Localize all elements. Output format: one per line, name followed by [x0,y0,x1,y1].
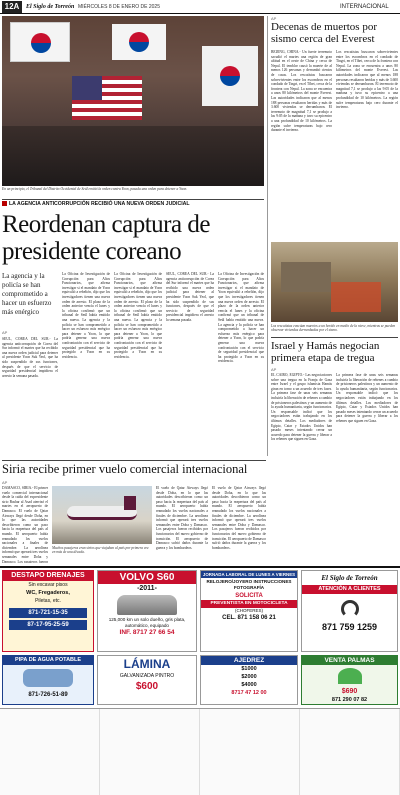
ads-rule [0,566,400,568]
syria-airplane-photo [52,486,152,544]
column-divider [267,16,268,456]
tibet-headline: Decenas de muertos por sismo cerca del Everest [271,21,377,45]
korea-body-cont: La Oficina de Investigación de Corrupción para Altos Funcionarios, que afirma investigar si el mandato de Yoon equivalió a rebelión, dijo que los investigadores tienen una nueva orden de arresto. El plazo de la orden anterior vencía el lunes y la oficina confirmó que un tribunal de Seúl había emitido una nueva. La agencia y la policía se han comprometido a hacer un esfuerzo más enérgico para detener a Yoon, lo que podría generar una nueva confrontación con el servicio de seguridad presidencial que ha protegido a Yoon en su residencia. [114,272,162,359]
korea-credit: AP [2,330,8,335]
ad-ajedrez-price2: $2000 [241,674,257,680]
ad-venta-title: VENTA PALMAS [302,656,397,665]
ad-lamina[interactable] [97,655,197,705]
korea-body-cont2: SEÚL, COREA DEL SUR.- La agencia anticorrupción de Corea del Sur informó el martes que ha recibido una nueva orden judicial para detener al presidente Yoon Suk Yeol, que ha sido suspendido de sus funciones, después de que el servicio de seguridad presidencial impidiera el arresto la semana pasada. [166,272,214,322]
ad-lamina-title: LÁMINA [123,657,171,671]
israel-col2 [336,373,398,563]
korea-dateline: SEÚL, COREA DEL SUR.- La agencia anticorrupción de Corea del Sur informó el martes que ha recibido una nueva orden judicial para detener al presidente Yoon Suk Yeol, que ha sido suspendido de sus funciones, después de que el servicio de seguridad presidencial impidiera el arresto la semana pasada. [2,337,58,378]
syria-body-cont2: El vuelo de Qatar Airways llegó desde Doha, en lo que las autoridades describieron como un paso hacia la reapertura del país al mundo. El aeropuerto había reanudado los vuelos nacionales a finales de diciembre. La aerolínea informó que operará tres vuelos semanales entre Doha y Damasco. Los pasajeros fueron recibidos por funcionarios del nuevo gobierno de transición. El aeropuerto de Damasco sufrió daños durante la guerra y los bombardeos. [212,486,266,550]
ad-volvo-year: -2011- [137,585,157,592]
korea-body-col3 [114,272,162,457]
tibet-body-cont: Los rescatistas buscaron sobrevivientes entre los escombros en el condado de Tingri, en el Tíbet, cerca de la frontera con Nepal. La zona se encuentra a unos 80 kilómetros del monte Everest. Las autoridades indicaron que al menos 188 personas resultaron heridas y más de 3.600 viviendas se derrumbaron. El terremoto de magnitud 7,1 se produjo a las 9:05 de la mañana y tuvo su epicentro a una profundidad de 10 kilómetros. La región sufre temperaturas bajo cero durante el invierno. [336,50,398,110]
issue-date: MIÉRCOLES 8 DE ENERO DE 2025 [78,4,160,10]
ad-lamina-sub: GALVANIZADA PINTRO [119,673,175,679]
korea-dateline-text [2,337,58,457]
korea-body: La Oficina de Investigación de Corrupción para Altos Funcionarios, que afirma investigar si el mandato de Yoon equivalió a rebelión, dijo que los investigadores tienen una nueva orden de arresto. El plazo de la orden anterior vencía el lunes y la oficina confirmó que un tribunal de Seúl había emitido una nueva. La agencia y la policía se han comprometido a hacer un esfuerzo más enérgico para detener a Yoon, lo que podría generar una nueva confrontación con el servicio de seguridad presidencial que ha protegido a Yoon en su residencia. [62,272,110,359]
palm-tree-image [338,668,362,684]
ad-volvo[interactable] [97,570,197,652]
ad-jornada-sub2: (CHOFERES) [235,608,263,613]
ad-ajedrez-phone: 8717 47 12 00 [231,690,267,696]
ad-siglo-tag: ATENCIÓN A CLIENTES [302,585,397,594]
collapsed-house [281,262,331,292]
ad-destapo-title: DESTAPO DRENAJES [3,571,93,581]
page-header [0,0,400,14]
ad-siglo[interactable] [301,570,398,652]
ad-destapo-line3: Piletas, etc. [35,598,61,604]
ad-jornada-tag: SOLICITA [235,593,263,599]
syria-col3 [156,486,208,563]
ad-destapo-line1: Sin excavar pisos [28,582,68,588]
tibet-body: Los rescatistas buscaron sobrevivientes entre los escombros en el condado de Tingri, en el Tíbet, cerca de la frontera con Nepal. La zona se encuentra a unos 80 kilómetros del monte Everest. Las autoridades indicaron que al menos 188 personas resultaron heridas y más de 3.600 viviendas se derrumbaron. El terremoto de magnitud 7,1 se produjo a las 9:05 de la mañana y tuvo su epicentro a una profundidad de 10 kilómetros. La región sufre temperaturas bajo cero durante el invierno. [271,72,332,133]
korea-flag-right [202,46,258,106]
tibet-credit: AP [271,16,277,21]
korea-body-col2 [62,272,110,457]
ad-destapo-line2: WC, Fregaderos, [26,590,70,596]
syria-headline: Siria recibe primer vuelo comercial internacional [2,462,248,476]
israel-rule [271,337,398,338]
ad-jornada[interactable] [200,570,298,652]
ad-volvo-phone: INF. 8717 27 66 54 [119,629,175,636]
tibet-dateline: BEIJING, CHINA.- Un fuerte terremoto sacudió el martes una región de gran altitud en el oeste de China y cerca de Nepal. El temblor causó la muerte de al menos 126 personas y derrumbó cientos de casas. [271,50,332,77]
syria-dateline: DAMASCO, SIRIA.- El primer vuelo comercial internacional desde la caída del expresidente sirio Bashar al Asad aterrizó el martes en el aeropuerto de Damasco. [2,486,48,513]
tibet-col2 [336,50,398,240]
section-name: INTERNACIONAL [340,4,389,10]
ad-venta-phone: 871 290 07 82 [331,697,368,703]
tibet-rescue-photo [271,242,398,322]
syria-col4 [212,486,266,563]
syria-body: El vuelo de Qatar Airways llegó desde Doha, en lo que las autoridades describieron como un paso hacia la reapertura del país al mundo. El aeropuerto había reanudado los vuelos nacionales a finales de diciembre. La aerolínea informó que operará tres vuelos semanales entre Doha y Damasco. Los pasajeros fueron [2,508,48,563]
crowd [2,126,264,186]
ad-jornada-body: RELOJERO/JOYERO INSTRUCCIONES FOTOGRAFÍA [206,579,292,590]
korea-body-col5 [218,272,264,457]
syria-body-cont: El vuelo de Qatar Airways llegó desde Doha, en lo que las autoridades describieron como un paso hacia la reapertura del país al mundo. El aeropuerto había reanudado los vuelos nacionales a finales de diciembre. La aerolínea informó que operará tres vuelos semanales entre Doha y Damasco. Los pasajeros fueron recibidos por funcionarios del nuevo gobierno de transición. El aeropuerto de Damasco sufrió daños durante la guerra y los bombardeos. [156,486,208,550]
ad-venta-palmas[interactable] [301,655,398,705]
ad-ajedrez[interactable] [200,655,298,705]
ad-pipa-phone: 871-726-51-89 [28,692,68,698]
rescuer-group [331,282,381,312]
airplane-tail [124,496,136,510]
ad-lamina-price: $600 [135,681,159,692]
syria-photo-caption: Muchos pasajeros eran sirios que viajaban al país por primera vez en más de una década. [52,546,149,555]
header-rule [0,13,400,14]
syria-credit: AP [2,480,8,485]
israel-credit: AP [271,367,277,372]
tibet-col1 [271,50,332,240]
newspaper-brand: El Siglo de Torreón [26,4,75,10]
korea-flag-left [10,22,70,62]
israel-col1 [271,373,332,563]
korea-kicker-text: LA AGENCIA ANTICORRUPCIÓN RECIBIÓ UNA NUEVA ORDEN JUDICIAL [9,201,190,207]
ad-strip-bottom [0,708,400,795]
korea-headline: Reordenan captura de presidente coreano [2,211,210,265]
ad-jornada-phone: CEL. 871 158 06 21 [222,615,276,621]
ad-volvo-desc: 125,000 km un solo dueño, gris plata, automático, equipado [108,617,186,628]
ad-jornada-sub: PREVENTISTA EN MOTOCICLETA [201,600,297,608]
israel-dateline: EL CAIRO, EGIPTO.- Las negociaciones sobre una tregua en la Franja de Gaza entre Israel y el grupo islamista Hamás giran en torno a un acuerdo de tres fases. [271,373,332,391]
ad-ajedrez-price1: $1000 [241,666,257,672]
ad-volvo-title: VOLVO S60 [98,571,196,584]
us-flag [72,76,142,120]
ad-venta-price: $690 [341,688,358,695]
tibet-photo-caption: Los rescatistas evacúan muertos a un herido en medio de la nieve, mientras se pueden observar viviendas derrumbadas por el sismo. [271,324,396,333]
ad-jornada-title: JORNADA LABORAL DE LUNES A VIERNES [202,572,296,577]
water-truck-image [23,669,73,687]
korea-protest-photo [2,16,264,186]
ad-destapo-phone2: 87-17-95-25-59 [9,620,87,630]
ad-destapo[interactable] [2,570,94,652]
israel-body-cont: La primera fase de unas seis semanas incluiría la liberación de rehenes a cambio de prisioneros palestinos y un aumento de la ayuda humanitaria, según funcionarios. Un responsable indicó que los negociadores están trabajando en los últimos detalles. Los mediadores de Egipto, Catar y Estados Unidos han pasado meses intentando cerrar un acuerdo para detener la guerra y liberar a los rehenes que siguen en Gaza. [336,373,398,423]
korea-kicker [2,201,264,208]
syria-rule [2,460,266,461]
ad-destapo-phone1: 871-721-15-35 [9,608,87,618]
syria-col1 [2,486,48,563]
korea-body-col4 [166,272,214,457]
korea-body-cont3: La Oficina de Investigación de Corrupción para Altos Funcionarios, que afirma investigar si el mandato de Yoon equivalió a rebelión, dijo que los investigadores tienen una nueva orden de arresto. El plazo de la orden anterior vencía el lunes y la oficina confirmó que un tribunal de Seúl había emitido una nueva. La agencia y la policía se han comprometido a hacer un esfuerzo más enérgico para detener a Yoon, lo que podría generar una nueva confrontación con el servicio de seguridad presidencial que ha protegido a Yoon en su residencia. [218,272,264,364]
ad-ajedrez-title: AJEDREZ [201,656,297,665]
page-number-badge: 12A [2,1,22,13]
israel-body: La primera fase de unas seis semanas incluiría la liberación de rehenes a cambio de prisioneros palestinos y un aumento de la ayuda humanitaria, según funcionarios. Un responsable indicó que los negociadores están trabajando en los últimos detalles. Los mediadores de Egipto, Catar y Estados Unidos han pasado meses intentando cerrar un acuerdo para detener la guerra y liberar a los rehenes que siguen en Gaza. [271,391,332,442]
ad-siglo-brand: El Siglo de Torreón [321,574,378,582]
headset-icon [341,600,359,618]
kicker-rule [2,199,264,200]
ad-pipa-title: PIPA DE AGUA POTABLE [3,656,93,665]
korea-photo-caption: En un principio, el Tribunal del Distrito Occidental de Seúl emitió la orden contra Yoon, pasada una orden para detener a Yoon. [2,187,188,191]
israel-headline: Israel y Hamás negocian primera etapa de tregua [271,340,380,364]
ad-siglo-phone: 871 759 1259 [321,622,378,632]
ad-pipa[interactable] [2,655,94,705]
korea-deck: La agencia y la policía se han comprometido a hacer un esfuerzo más enérgico [2,272,52,316]
car-image [117,595,177,615]
korea-flag-center [112,24,166,60]
ad-ajedrez-price3: $4000 [241,682,257,688]
